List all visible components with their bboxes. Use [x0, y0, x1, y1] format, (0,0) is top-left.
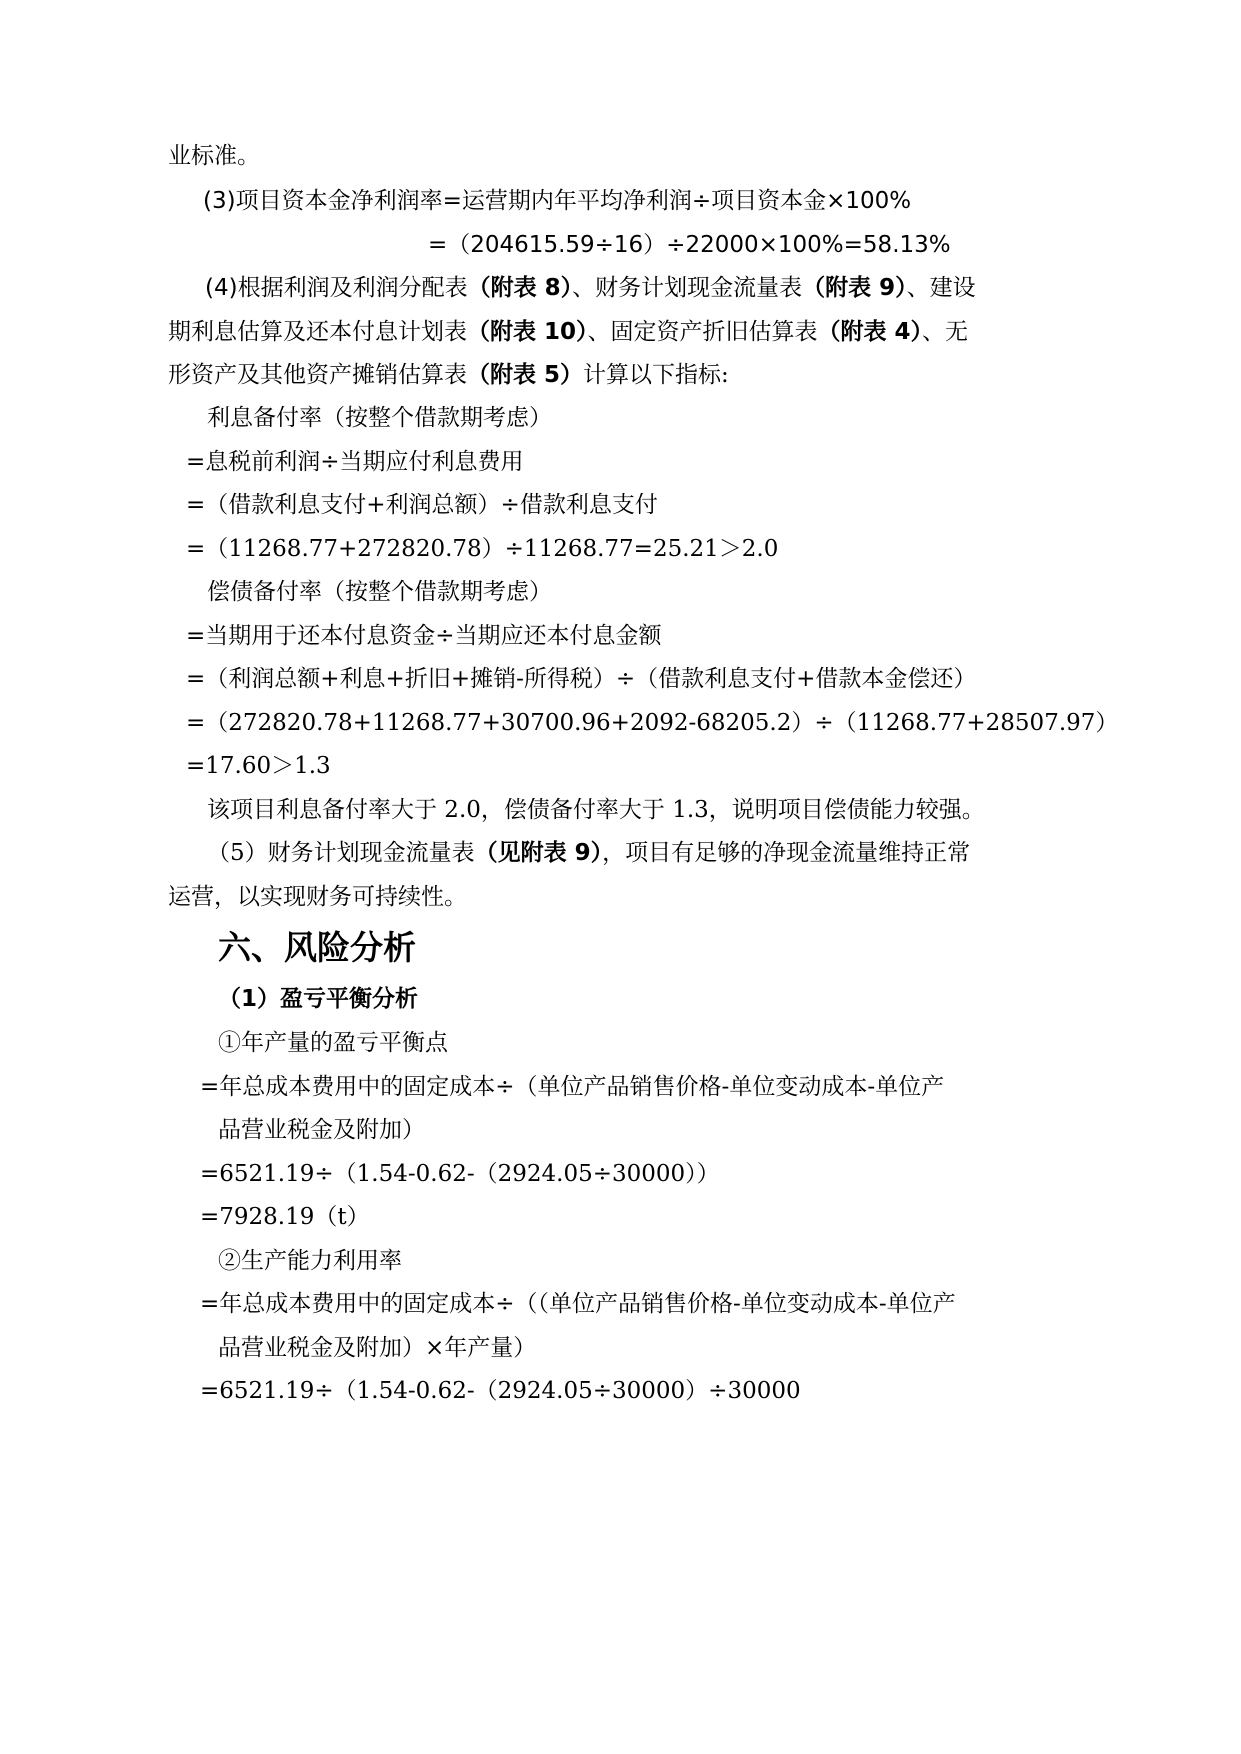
formula-line: =6521.19÷（1.54-0.62-（2924.05÷30000））	[200, 1161, 720, 1187]
formula-line: =当期用于还本付息资金÷当期应还本付息金额	[186, 623, 662, 649]
text-segment: ，项目有足够的净现金流量维持正常	[602, 840, 971, 866]
text-segment: 、无	[922, 319, 969, 345]
text-line: 偿债备付率（按整个借款期考虑）	[207, 579, 552, 605]
text-line: ②生产能力利用率	[218, 1248, 402, 1274]
text-line: 该项目利息备付率大于 2.0，偿债备付率大于 1.3，说明项目偿债能力较强。	[207, 797, 985, 823]
text-segment: 期利息估算及还本付息计划表	[168, 319, 467, 345]
formula-line: 品营业税金及附加）×年产量）	[218, 1335, 537, 1361]
text-segment: (4)根据利润及利润分配表	[205, 275, 468, 301]
section-heading: 六、风险分析	[218, 928, 416, 967]
formula-line: =（借款利息支付+利润总额）÷借款利息支付	[186, 492, 658, 518]
text-line: ①年产量的盈亏平衡点	[218, 1030, 448, 1056]
formula-line: (3)项目资本金净利润率=运营期内年平均净利润÷项目资本金×100%	[203, 188, 912, 214]
text-segment: 、建设	[906, 275, 976, 301]
bold-reference: （附表 5）	[467, 362, 584, 388]
text-line	[168, 317, 968, 347]
bold-reference: （附表 9）	[802, 275, 907, 301]
bold-reference: （附表 10）	[467, 319, 588, 345]
text-line: 业标准。	[168, 143, 260, 169]
text-line	[205, 273, 976, 303]
formula-line: =（204615.59÷16）÷22000×100%=58.13%	[428, 232, 951, 258]
formula-line: =7928.19（t）	[200, 1204, 370, 1230]
formula-line: =年总成本费用中的固定成本÷（（单位产品销售价格-单位变动成本-单位产	[200, 1291, 956, 1317]
text-line: 运营，以实现财务可持续性。	[168, 884, 467, 910]
formula-line: =年总成本费用中的固定成本÷（单位产品销售价格-单位变动成本-单位产	[200, 1074, 945, 1100]
text-line: 利息备付率（按整个借款期考虑）	[207, 405, 552, 431]
formula-line: =6521.19÷（1.54-0.62-（2924.05÷30000）÷30000	[200, 1378, 801, 1404]
text-segment: 计算以下指标:	[583, 362, 729, 388]
subsection-heading: （1）盈亏平衡分析	[218, 986, 419, 1012]
bold-reference: （见附表 9）	[474, 840, 603, 866]
formula-line: 品营业税金及附加）	[218, 1117, 425, 1143]
formula-line: =（利润总额+利息+折旧+摊销-所得税）÷（借款利息支付+借款本金偿还）	[186, 666, 977, 692]
text-segment: 、固定资产折旧估算表	[587, 319, 818, 345]
bold-reference: （附表 8）	[467, 275, 573, 301]
text-segment: 形资产及其他资产摊销估算表	[168, 362, 467, 388]
formula-line: =（272820.78+11268.77+30700.96+2092-68205.2）÷（11268.77+28507.97）	[186, 710, 1119, 736]
formula-line: =（11268.77+272820.78）÷11268.77=25.21＞2.0	[186, 536, 779, 562]
text-line	[168, 360, 729, 390]
bold-reference: （附表 4）	[817, 319, 923, 345]
text-segment: （5）财务计划现金流量表	[207, 840, 475, 866]
text-segment: 、财务计划现金流量表	[572, 275, 803, 301]
text-line	[207, 838, 970, 868]
formula-line: =17.60＞1.3	[186, 753, 331, 779]
formula-line: =息税前利润÷当期应付利息费用	[186, 449, 524, 475]
